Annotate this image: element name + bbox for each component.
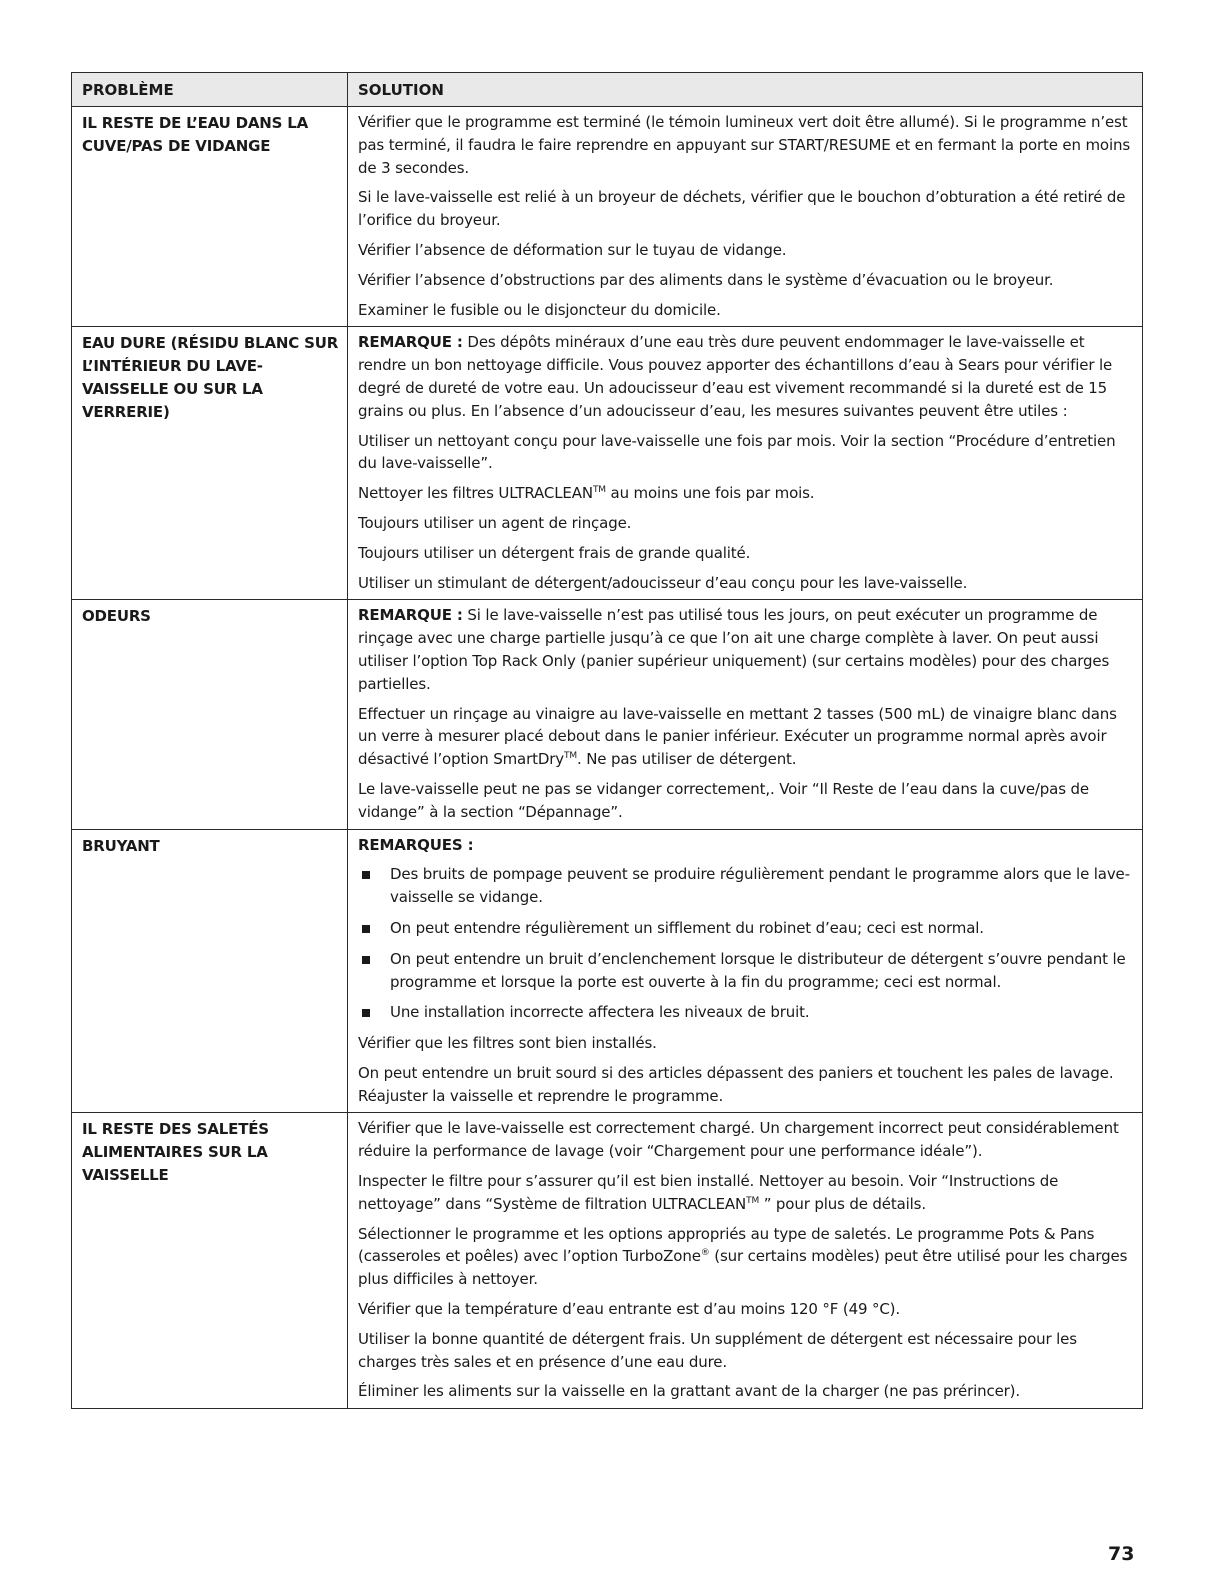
- solution-text: Examiner le fusible ou le disjoncteur du domicile.: [358, 300, 721, 319]
- solution-text: Utiliser la bonne quantité de détergent frais. Un supplément de détergent est nécessaire pour les charges très sales et en présence d’une eau dure.: [358, 1329, 1077, 1371]
- solution-cell: [348, 600, 1143, 829]
- header-solution: SOLUTION: [348, 73, 1143, 107]
- bullet-text: Une installation incorrecte affectera les niveaux de bruit.: [390, 1003, 810, 1022]
- bullet-text: Des bruits de pompage peuvent se produire régulièrement pendant le programme alors que le lave-vaisselle se vidange.: [390, 865, 1130, 907]
- problem-cell: ODEURS: [72, 600, 348, 829]
- solution-text: [358, 1223, 1134, 1291]
- note-label: REMARQUE :: [358, 606, 463, 625]
- list-item: [358, 1001, 1134, 1024]
- table-row: [72, 1113, 1143, 1409]
- bullet-square-icon: [362, 871, 370, 879]
- header-problem: PROBLÈME: [72, 73, 348, 107]
- bullet-text: On peut entendre un bruit d’enclenchement lorsque le distributeur de détergent s’ouvre pendant le programme et lorsque la porte est ouverte à la fin du programme; ceci est normal.: [390, 949, 1126, 991]
- table-row: [72, 327, 1143, 600]
- list-item: [358, 863, 1134, 909]
- trademark-mark: TM: [563, 751, 577, 762]
- solution-text: Vérifier l’absence d’obstructions par des aliments dans le système d’évacuation ou le broyeur.: [358, 270, 1054, 289]
- trademark-mark: TM: [746, 1195, 760, 1206]
- solution-cell: [348, 327, 1143, 600]
- text-fragment: ” pour plus de détails.: [759, 1194, 926, 1213]
- troubleshooting-table: [71, 72, 1143, 1409]
- solution-text: Vérifier que le programme est terminé (le témoin lumineux vert doit être allumé). Si le programme n’est pas terminé, il faudra le faire reprendre en appuyant sur START/RESUME et en fermant la porte en moins de 3 secondes.: [358, 113, 1130, 177]
- text-fragment: Sélectionner le programme et les options appropriés au type de saletés. Le programme Pots & Pans (casseroles et poêles) avec l’option TurboZone: [358, 1224, 1095, 1266]
- problem-cell: BRUYANT: [72, 829, 348, 1113]
- bullet-square-icon: [362, 956, 370, 964]
- text-fragment: au moins une fois par mois.: [605, 484, 815, 503]
- solution-text: Toujours utiliser un agent de rinçage.: [358, 513, 632, 532]
- solution-cell: [348, 829, 1143, 1113]
- solution-text: Éliminer les aliments sur la vaisselle en la grattant avant de la charger (ne pas prérincer).: [358, 1382, 1021, 1401]
- text-fragment: Inspecter le filtre pour s’assurer qu’il est bien installé. Nettoyer au besoin. Voir “Instructions de nettoyage” dans “Système de filtration ULTRACLEAN: [358, 1172, 1059, 1213]
- solution-text: Vérifier l’absence de déformation sur le tuyau de vidange.: [358, 240, 787, 259]
- solution-text: Utiliser un stimulant de détergent/adoucisseur d’eau conçu pour les lave-vaisselle.: [358, 573, 968, 592]
- solution-cell: [348, 1113, 1143, 1409]
- problem-cell: EAU DURE (RÉSIDU BLANC SUR L’INTÉRIEUR DU LAVE-VAISSELLE OU SUR LA VERRERIE): [72, 327, 348, 600]
- problem-cell: IL RESTE DE L’EAU DANS LA CUVE/PAS DE VIDANGE: [72, 107, 348, 327]
- note-text: Des dépôts minéraux d’une eau très dure peuvent endommager le lave-vaisselle et rendre un bon nettoyage difficile. Vous pouvez apporter des échantillons d’eau à Sears pour vérifier le degré de dureté de votre eau. Un adoucisseur d’eau est vivement recommandé si la dureté est de 15 grains ou plus. En l’absence d’un adoucisseur d’eau, les mesures suivantes peuvent être utiles :: [358, 333, 1113, 420]
- bullet-text: On peut entendre régulièrement un sifflement du robinet d’eau; ceci est normal.: [390, 918, 984, 937]
- table-row: [72, 600, 1143, 829]
- text-fragment: (sur certains modèles) peut être utilisé pour les charges plus difficiles à nettoyer.: [358, 1247, 1128, 1289]
- solution-text: [358, 482, 1134, 505]
- solution-cell: [348, 107, 1143, 327]
- bullet-square-icon: [362, 925, 370, 933]
- list-item: [358, 948, 1134, 994]
- note-text: Si le lave-vaisselle n’est pas utilisé tous les jours, on peut exécuter un programme de rinçage avec une charge partielle jusqu’à ce que l’on ait une charge complète à laver. On peut aussi utiliser l’option Top Rack Only (panier supérieur uniquement) (sur certains modèles) pour des charges partielles.: [358, 606, 1110, 693]
- table-header-row: [72, 73, 1143, 107]
- solution-text: Vérifier que le lave-vaisselle est correctement chargé. Un chargement incorrect peut considérablement réduire la performance de lavage (voir “Chargement pour une performance idéale”).: [358, 1119, 1119, 1161]
- table-row: [72, 107, 1143, 327]
- solution-text: [358, 703, 1134, 771]
- solution-text: [358, 1170, 1134, 1216]
- registered-mark: ®: [700, 1248, 710, 1259]
- note-label-paragraph: [358, 834, 1134, 857]
- solution-text: Si le lave-vaisselle est relié à un broyeur de déchets, vérifier que le bouchon d’obturation a été retiré de l’orifice du broyeur.: [358, 188, 1126, 230]
- solution-text: Toujours utiliser un détergent frais de grande qualité.: [358, 543, 751, 562]
- solution-text: Utiliser un nettoyant conçu pour lave-vaisselle une fois par mois. Voir la section “Procédure d’entretien du lave-vaisselle”.: [358, 431, 1116, 473]
- trademark-mark: TM: [592, 485, 606, 496]
- bullet-list: [358, 863, 1134, 1024]
- page-number: 73: [1108, 1543, 1135, 1565]
- note-label: REMARQUES :: [358, 835, 474, 854]
- solution-text: Vérifier que les filtres sont bien installés.: [358, 1034, 657, 1053]
- note-label: REMARQUE :: [358, 333, 463, 352]
- list-item: [358, 917, 1134, 940]
- solution-text: On peut entendre un bruit sourd si des articles dépassent des paniers et touchent les pales de lavage. Réajuster la vaisselle et reprendre le programme.: [358, 1063, 1114, 1105]
- solution-text: Vérifier que la température d’eau entrante est d’au moins 120 °F (49 °C).: [358, 1300, 900, 1319]
- bullet-square-icon: [362, 1009, 370, 1017]
- table-row: [72, 829, 1143, 1113]
- text-fragment: Nettoyer les filtres ULTRACLEAN: [358, 484, 593, 503]
- text-fragment: . Ne pas utiliser de détergent.: [576, 750, 797, 769]
- note-paragraph: [358, 331, 1134, 422]
- note-paragraph: [358, 604, 1134, 695]
- problem-cell: IL RESTE DES SALETÉS ALIMENTAIRES SUR LA VAISSELLE: [72, 1113, 348, 1409]
- text-fragment: Effectuer un rinçage au vinaigre au lave-vaisselle en mettant 2 tasses (500 mL) de vinaigre blanc dans un verre à mesurer placé debout dans le panier inférieur. Exécuter un programme normal après avoir désactivé l’option SmartDry: [358, 704, 1117, 769]
- solution-text: Le lave-vaisselle peut ne pas se vidanger correctement,. Voir “Il Reste de l’eau dans la cuve/pas de vidange” à la section “Dépannage”.: [358, 779, 1089, 821]
